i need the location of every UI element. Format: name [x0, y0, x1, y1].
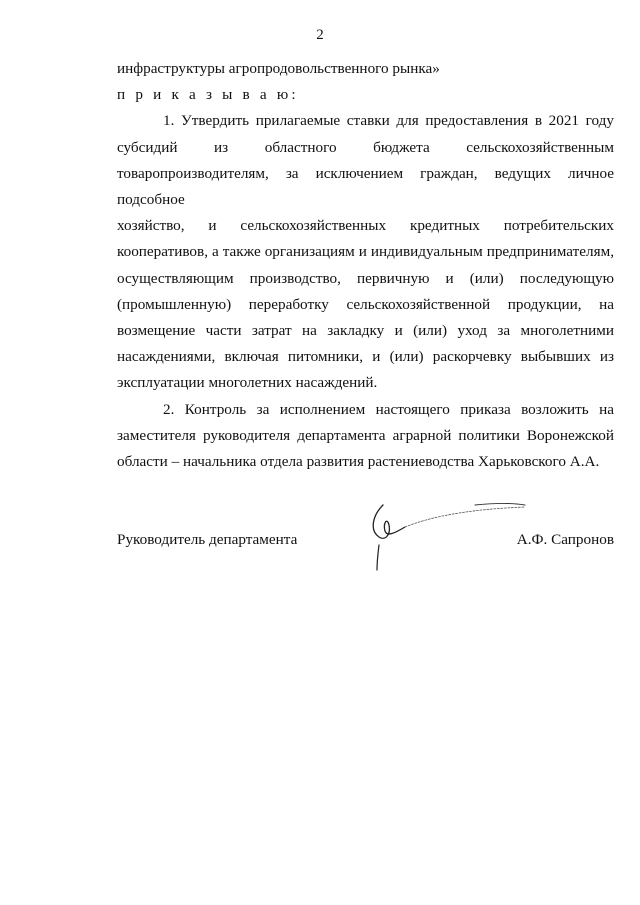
item1-line: товаропроизводителям, за исключением граждан, ведущих личное подсобное — [117, 164, 614, 209]
order-item-2 — [117, 397, 614, 476]
item1-line: хозяйство, и сельскохозяйственных кредитных потребительских — [117, 217, 614, 235]
item2-line: заместителя руководителя департамента аграрной политики Воронежской — [117, 426, 614, 444]
item1-line: возмещение части затрат на закладку и (или) уход за многолетними — [117, 322, 614, 340]
item1-line: эксплуатации многолетних насаждений. — [117, 374, 378, 392]
item1-line: кооперативов, а также организациям и индивидуальным предпринимателям, — [117, 243, 614, 261]
item1-line: 1. Утвердить прилагаемые ставки для предоставления в 2021 году — [163, 112, 614, 130]
item1-line: (промышленную) переработку сельскохозяйственной продукции, на — [117, 295, 614, 313]
signer-title: Руководитель департамента — [117, 531, 298, 548]
item1-line: насаждениями, включая питомники, и (или) раскорчевку выбывших из — [117, 348, 614, 366]
signer-name: А.Ф. Сапронов — [516, 531, 614, 548]
document-body — [117, 56, 614, 475]
item1-line: осуществляющим производство, первичную и (или) последующую — [117, 269, 614, 287]
order-word: п р и к а з ы в а ю: — [117, 86, 299, 104]
item2-line: 2. Контроль за исполнением настоящего приказа возложить на — [163, 400, 614, 418]
intro-line: инфраструктуры агропродовольственного рынка» — [117, 60, 440, 77]
handwritten-signature — [365, 495, 530, 575]
item1-line: субсидий из областного бюджета сельскохозяйственным — [117, 138, 614, 156]
order-item-1 — [117, 108, 614, 396]
page-number: 2 — [316, 27, 324, 43]
item2-line: области – начальника отдела развития растениеводства Харьковского А.А. — [117, 453, 600, 471]
